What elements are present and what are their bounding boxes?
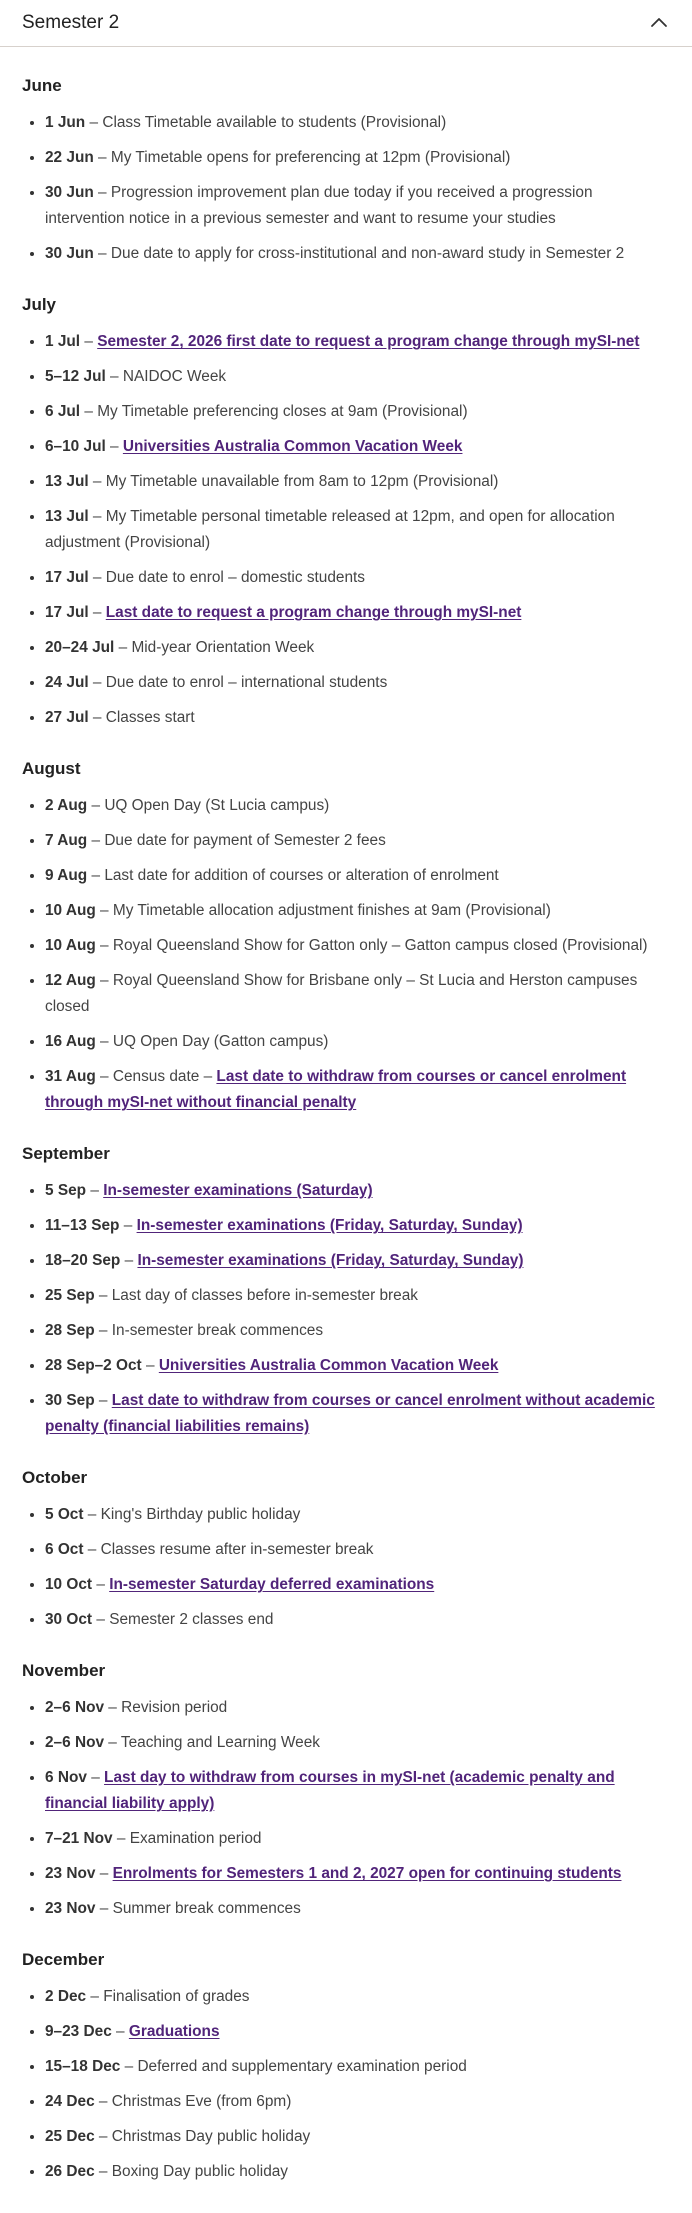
event-item: • 30 Oct – Semester 2 classes end	[45, 1606, 670, 1633]
event-link[interactable]: Universities Australia Common Vacation Week	[158, 1357, 499, 1374]
accordion-header[interactable]	[0, 0, 692, 47]
event-item: • 18–20 Sep – In-semester examinations (Friday, Saturday, Sunday)	[45, 1247, 670, 1274]
event-text: Last date for addition of courses or alteration of enrolment	[104, 867, 499, 884]
event-link[interactable]: Universities Australia Common Vacation Week	[122, 438, 463, 455]
event-text: UQ Open Day (Gatton campus)	[112, 1033, 329, 1050]
event-link[interactable]: Last date to withdraw from courses or cancel enrolment without academic penalty (financial liabilities remains)	[45, 1392, 655, 1435]
event-date: 10 Aug	[45, 902, 96, 919]
event-link[interactable]: Enrolments for Semesters 1 and 2, 2027 open for continuing students	[112, 1865, 622, 1882]
accordion-body	[0, 47, 692, 2213]
event-item: • 6 Jul – My Timetable preferencing closes at 9am (Provisional)	[45, 398, 670, 425]
event-link[interactable]: In-semester examinations (Friday, Saturday, Sunday)	[137, 1252, 524, 1269]
event-date: 17 Jul	[45, 604, 89, 621]
event-date: 2 Dec	[45, 1988, 87, 2005]
event-text: Due date to enrol – international students	[105, 674, 388, 691]
event-date: 23 Nov	[45, 1900, 96, 1917]
event-link[interactable]: In-semester examinations (Friday, Saturday, Sunday)	[136, 1217, 523, 1234]
event-link[interactable]: In-semester examinations (Saturday)	[103, 1182, 373, 1199]
event-text: Semester 2 classes end	[109, 1611, 274, 1628]
event-item: • 20–24 Jul – Mid-year Orientation Week	[45, 634, 670, 661]
event-link[interactable]: Last day to withdraw from courses in mySI-net (academic penalty and financial liability apply)	[45, 1769, 615, 1812]
event-date: 23 Nov	[45, 1865, 96, 1882]
event-date: 5–12 Jul	[45, 368, 106, 385]
event-date: 25 Sep	[45, 1287, 95, 1304]
event-list	[22, 1177, 670, 1440]
event-text: Christmas Eve (from 6pm)	[111, 2093, 292, 2110]
event-text: Deferred and supplementary examination period	[137, 2058, 467, 2075]
event-link[interactable]: Graduations	[128, 2023, 220, 2040]
event-item: • 10 Aug – Royal Queensland Show for Gatton only – Gatton campus closed (Provisional)	[45, 932, 670, 959]
event-date: 5 Oct	[45, 1506, 84, 1523]
event-item: • 2 Dec – Finalisation of grades	[45, 1983, 670, 2010]
event-date: 30 Jun	[45, 245, 94, 262]
event-item: • 30 Jun – Progression improvement plan due today if you received a progression intervention notice in a previous semester and want to resume your studies	[45, 179, 670, 232]
event-text: Revision period	[121, 1699, 228, 1716]
event-item: • 24 Jul – Due date to enrol – international students	[45, 669, 670, 696]
event-date: 9 Aug	[45, 867, 88, 884]
event-date: 20–24 Jul	[45, 639, 115, 656]
event-item: • 2–6 Nov – Teaching and Learning Week	[45, 1729, 670, 1756]
month-heading: August	[22, 759, 81, 778]
event-link[interactable]: Last date to withdraw from courses or cancel enrolment through mySI-net without financial penalty	[45, 1068, 627, 1111]
event-date: 30 Oct	[45, 1611, 93, 1628]
month-heading: October	[22, 1468, 88, 1487]
event-item: • 13 Jul – My Timetable unavailable from 8am to 12pm (Provisional)	[45, 468, 670, 495]
event-item: • 26 Dec – Boxing Day public holiday	[45, 2158, 670, 2185]
event-text: Royal Queensland Show for Brisbane only – St Lucia and Herston campuses closed	[45, 972, 638, 1015]
event-item: • 31 Aug – Census date – Last date to withdraw from courses or cancel enrolment through mySI-net without financial penalty	[45, 1063, 670, 1116]
event-item: • 28 Sep–2 Oct – Universities Australia Common Vacation Week	[45, 1352, 670, 1379]
event-item: • 22 Jun – My Timetable opens for preferencing at 12pm (Provisional)	[45, 144, 670, 171]
event-text: King's Birthday public holiday	[100, 1506, 301, 1523]
month-heading: June	[22, 76, 62, 95]
event-item: • 10 Oct – In-semester Saturday deferred examinations	[45, 1571, 670, 1598]
event-date: 13 Jul	[45, 508, 89, 525]
event-date: 12 Aug	[45, 972, 96, 989]
event-text: Progression improvement plan due today if you received a progression intervention notice in a previous semester and want to resume your studies	[45, 184, 593, 227]
event-item: • 25 Dec – Christmas Day public holiday	[45, 2123, 670, 2150]
event-text: My Timetable unavailable from 8am to 12pm (Provisional)	[105, 473, 499, 490]
event-text: Classes resume after in-semester break	[100, 1541, 374, 1558]
event-date: 15–18 Dec	[45, 2058, 121, 2075]
event-date: 13 Jul	[45, 473, 89, 490]
event-item: • 30 Sep – Last date to withdraw from courses or cancel enrolment without academic penalty (financial liabilities remains)	[45, 1387, 670, 1440]
event-date: 30 Jun	[45, 184, 94, 201]
event-item: • 7–21 Nov – Examination period	[45, 1825, 670, 1852]
event-item: • 9 Aug – Last date for addition of courses or alteration of enrolment	[45, 862, 670, 889]
event-text: Classes start	[105, 709, 195, 726]
event-text: In-semester break commences	[111, 1322, 324, 1339]
event-text: My Timetable opens for preferencing at 12pm (Provisional)	[110, 149, 511, 166]
event-date: 16 Aug	[45, 1033, 96, 1050]
event-date: 6–10 Jul	[45, 438, 106, 455]
event-date: 27 Jul	[45, 709, 89, 726]
event-text: Due date for payment of Semester 2 fees	[104, 832, 386, 849]
event-item: • 6 Oct – Classes resume after in-semester break	[45, 1536, 670, 1563]
event-date: 31 Aug	[45, 1068, 96, 1085]
event-date: 6 Jul	[45, 403, 81, 420]
event-text: My Timetable preferencing closes at 9am (Provisional)	[97, 403, 468, 420]
event-item: • 5 Sep – In-semester examinations (Saturday)	[45, 1177, 670, 1204]
event-item: • 30 Jun – Due date to apply for cross-institutional and non-award study in Semester 2	[45, 240, 670, 267]
event-text: Mid-year Orientation Week	[131, 639, 315, 656]
event-date: 17 Jul	[45, 569, 89, 586]
event-list	[22, 328, 670, 731]
event-date: 28 Sep–2 Oct	[45, 1357, 142, 1374]
event-item: • 1 Jul – Semester 2, 2026 first date to request a program change through mySI-net	[45, 328, 670, 355]
event-text: Class Timetable available to students (Provisional)	[102, 114, 447, 131]
event-item: • 5–12 Jul – NAIDOC Week	[45, 363, 670, 390]
event-link[interactable]: Last date to request a program change through mySI-net	[105, 604, 522, 621]
event-item: • 23 Nov – Enrolments for Semesters 1 and 2, 2027 open for continuing students	[45, 1860, 670, 1887]
event-list	[22, 109, 670, 267]
event-date: 24 Jul	[45, 674, 89, 691]
event-list	[22, 1983, 670, 2185]
event-list	[22, 1694, 670, 1922]
event-list	[22, 1501, 670, 1633]
month-heading: December	[22, 1950, 105, 1969]
event-item: • 10 Aug – My Timetable allocation adjustment finishes at 9am (Provisional)	[45, 897, 670, 924]
event-item: • 27 Jul – Classes start	[45, 704, 670, 731]
event-link[interactable]: In-semester Saturday deferred examinations	[109, 1576, 435, 1593]
event-item: • 9–23 Dec – Graduations	[45, 2018, 670, 2045]
event-text: Examination period	[129, 1830, 262, 1847]
event-item: • 13 Jul – My Timetable personal timetable released at 12pm, and open for allocation adjustment (Provisional)	[45, 503, 670, 556]
event-list	[22, 792, 670, 1116]
accordion-title: Semester 2	[22, 12, 120, 33]
event-item: • 24 Dec – Christmas Eve (from 6pm)	[45, 2088, 670, 2115]
event-item: • 7 Aug – Due date for payment of Semester 2 fees	[45, 827, 670, 854]
event-date: 10 Oct	[45, 1576, 93, 1593]
event-item: • 6 Nov – Last day to withdraw from courses in mySI-net (academic penalty and financial liability apply)	[45, 1764, 670, 1817]
event-item: • 6–10 Jul – Universities Australia Common Vacation Week	[45, 433, 670, 460]
event-text: Teaching and Learning Week	[120, 1734, 320, 1751]
event-date: 18–20 Sep	[45, 1252, 121, 1269]
event-date: 6 Oct	[45, 1541, 84, 1558]
event-text: Summer break commences	[112, 1900, 301, 1917]
event-date: 10 Aug	[45, 937, 96, 954]
event-item: • 17 Jul – Last date to request a program change through mySI-net	[45, 599, 670, 626]
event-item: • 15–18 Dec – Deferred and supplementary examination period	[45, 2053, 670, 2080]
event-date: 5 Sep	[45, 1182, 87, 1199]
event-date: 7 Aug	[45, 832, 88, 849]
event-date: 2–6 Nov	[45, 1699, 105, 1716]
event-date: 26 Dec	[45, 2163, 95, 2180]
event-text: Christmas Day public holiday	[111, 2128, 311, 2145]
event-date: 28 Sep	[45, 1322, 95, 1339]
event-text: Finalisation of grades	[103, 1988, 250, 2005]
event-text: My Timetable allocation adjustment finishes at 9am (Provisional)	[112, 902, 551, 919]
event-date: 2 Aug	[45, 797, 88, 814]
event-item: • 25 Sep – Last day of classes before in-semester break	[45, 1282, 670, 1309]
month-heading: July	[22, 295, 57, 314]
chevron-up-icon[interactable]	[648, 12, 670, 34]
event-text: My Timetable personal timetable released at 12pm, and open for allocation adjustment (Provisional)	[45, 508, 615, 551]
month-heading: September	[22, 1144, 110, 1163]
event-item: • 1 Jun – Class Timetable available to students (Provisional)	[45, 109, 670, 136]
event-text: Boxing Day public holiday	[111, 2163, 289, 2180]
event-item: • 12 Aug – Royal Queensland Show for Brisbane only – St Lucia and Herston campuses closed	[45, 967, 670, 1020]
event-item: • 16 Aug – UQ Open Day (Gatton campus)	[45, 1028, 670, 1055]
event-date: 25 Dec	[45, 2128, 95, 2145]
event-text: Royal Queensland Show for Gatton only – Gatton campus closed (Provisional)	[112, 937, 648, 954]
event-text: Due date to apply for cross-institutional and non-award study in Semester 2	[110, 245, 625, 262]
event-date: 30 Sep	[45, 1392, 95, 1409]
event-item: • 5 Oct – King's Birthday public holiday	[45, 1501, 670, 1528]
event-text: NAIDOC Week	[122, 368, 227, 385]
event-text: Due date to enrol – domestic students	[105, 569, 365, 586]
event-text: UQ Open Day (St Lucia campus)	[104, 797, 330, 814]
event-item: • 28 Sep – In-semester break commences	[45, 1317, 670, 1344]
event-date: 9–23 Dec	[45, 2023, 112, 2040]
event-date: 6 Nov	[45, 1769, 87, 1786]
event-item: • 11–13 Sep – In-semester examinations (Friday, Saturday, Sunday)	[45, 1212, 670, 1239]
event-date: 2–6 Nov	[45, 1734, 105, 1751]
event-item: • 23 Nov – Summer break commences	[45, 1895, 670, 1922]
event-link[interactable]: Semester 2, 2026 first date to request a program change through mySI-net	[97, 333, 640, 350]
event-text: Census date	[112, 1068, 204, 1085]
event-date: 7–21 Nov	[45, 1830, 113, 1847]
event-text: Last day of classes before in-semester break	[111, 1287, 418, 1304]
event-date: 1 Jul	[45, 333, 81, 350]
event-item: • 2 Aug – UQ Open Day (St Lucia campus)	[45, 792, 670, 819]
event-item: • 17 Jul – Due date to enrol – domestic students	[45, 564, 670, 591]
month-heading: November	[22, 1661, 106, 1680]
event-date: 24 Dec	[45, 2093, 95, 2110]
event-item: • 2–6 Nov – Revision period	[45, 1694, 670, 1721]
event-date: 22 Jun	[45, 149, 94, 166]
event-date: 11–13 Sep	[45, 1217, 120, 1234]
event-date: 1 Jun	[45, 114, 86, 131]
